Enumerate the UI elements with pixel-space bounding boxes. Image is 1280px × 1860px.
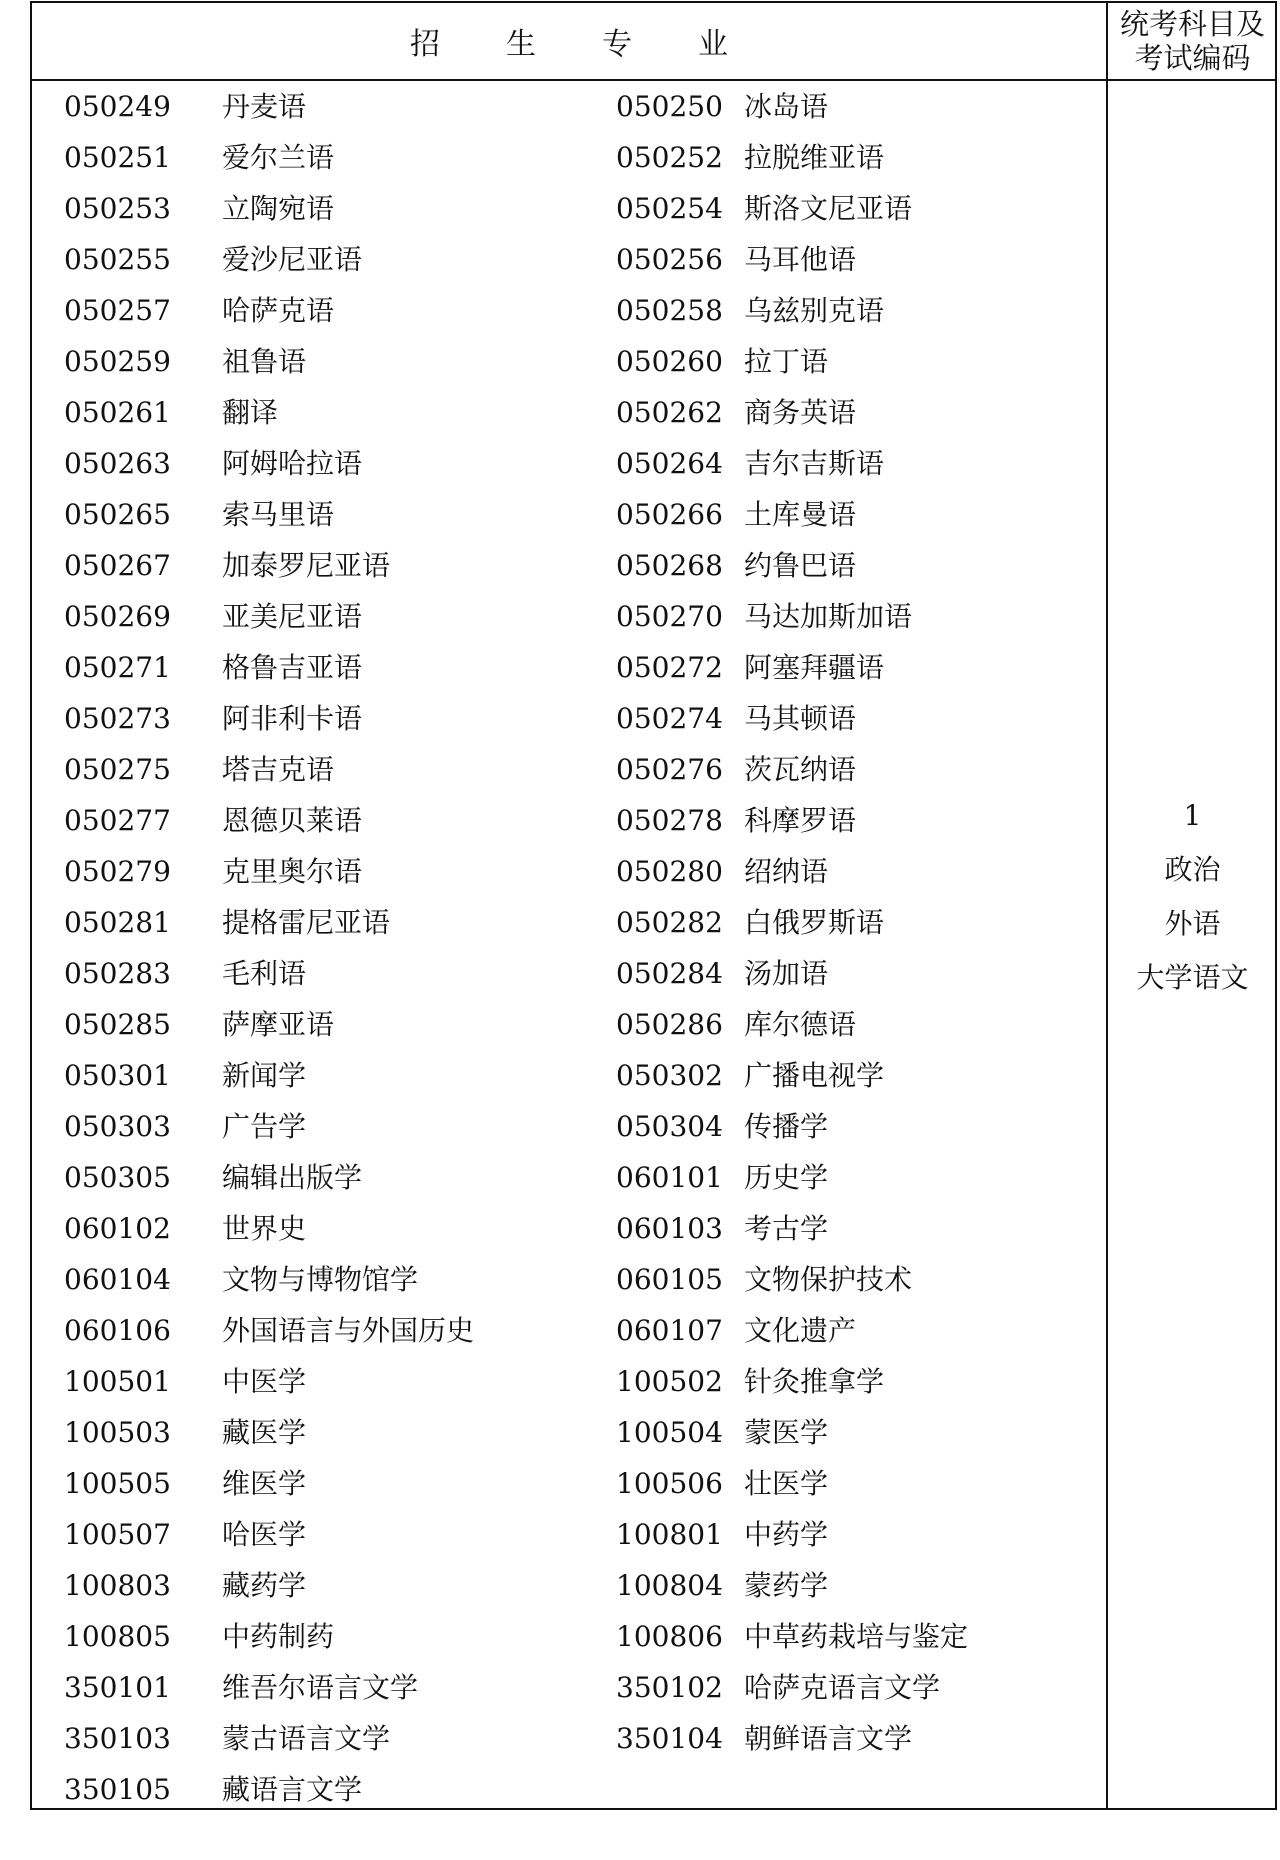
table-row [32, 1101, 1106, 1152]
major-name: 蒙药学 [744, 1569, 829, 1602]
table-row [32, 948, 1106, 999]
major-code: 050285 [64, 1008, 171, 1041]
exam-header-line-1: 统考科目及 [1119, 7, 1265, 41]
table-row [32, 591, 1106, 642]
table-row [32, 183, 1106, 234]
major-code: 050283 [64, 957, 171, 990]
major-name: 爱沙尼亚语 [222, 243, 363, 276]
major-name: 爱尔兰语 [222, 141, 335, 174]
major-code: 100801 [616, 1518, 723, 1551]
table-row [32, 1764, 1106, 1815]
major-code: 350103 [64, 1722, 171, 1755]
major-code: 050250 [616, 90, 723, 123]
major-name: 文物保护技术 [744, 1263, 913, 1296]
major-code: 050260 [616, 345, 723, 378]
table-row [32, 642, 1106, 693]
major-code: 060105 [616, 1263, 723, 1296]
major-code: 100506 [616, 1467, 723, 1500]
major-code: 050284 [616, 957, 723, 990]
major-code: 050276 [616, 753, 723, 786]
major-name: 阿姆哈拉语 [222, 447, 363, 480]
major-name: 维吾尔语言文学 [222, 1671, 419, 1704]
table-row [32, 132, 1106, 183]
table-row [32, 1152, 1106, 1203]
major-code: 050281 [64, 906, 171, 939]
table-row [32, 1560, 1106, 1611]
major-code: 050259 [64, 345, 171, 378]
major-code: 100504 [616, 1416, 723, 1449]
table-row [32, 1050, 1106, 1101]
major-code: 050273 [64, 702, 171, 735]
major-code: 100806 [616, 1620, 723, 1653]
major-name: 白俄罗斯语 [744, 906, 885, 939]
major-name: 科摩罗语 [744, 804, 857, 837]
major-name: 索马里语 [222, 498, 335, 531]
exam-column-header [1108, 7, 1277, 75]
major-code: 100503 [64, 1416, 171, 1449]
major-name: 恩德贝莱语 [222, 804, 363, 837]
major-name: 茨瓦纳语 [744, 753, 857, 786]
major-name: 广告学 [222, 1110, 307, 1143]
major-code: 050264 [616, 447, 723, 480]
major-name: 绍纳语 [744, 855, 829, 888]
table-row [32, 234, 1106, 285]
major-code: 100804 [616, 1569, 723, 1602]
major-code: 050271 [64, 651, 171, 684]
major-name: 广播电视学 [744, 1059, 885, 1092]
major-code: 100505 [64, 1467, 171, 1500]
major-code: 350104 [616, 1722, 723, 1755]
major-name: 亚美尼亚语 [222, 600, 363, 633]
majors-table [30, 1, 1277, 1810]
major-name: 中药学 [744, 1518, 829, 1551]
major-code: 050282 [616, 906, 723, 939]
major-code: 350105 [64, 1773, 171, 1806]
major-code: 050252 [616, 141, 723, 174]
major-name: 吉尔吉斯语 [744, 447, 885, 480]
major-name: 针灸推拿学 [744, 1365, 885, 1398]
major-name: 提格雷尼亚语 [222, 906, 391, 939]
major-name: 藏医学 [222, 1416, 307, 1449]
major-code: 050253 [64, 192, 171, 225]
major-code: 050280 [616, 855, 723, 888]
major-code: 060103 [616, 1212, 723, 1245]
table-row [32, 387, 1106, 438]
major-code: 050267 [64, 549, 171, 582]
major-name: 马达加斯加语 [744, 600, 913, 633]
major-name: 哈萨克语 [222, 294, 335, 327]
major-code: 060107 [616, 1314, 723, 1347]
exam-subject: 政治 [1164, 853, 1221, 886]
table-row [32, 693, 1106, 744]
major-name: 蒙医学 [744, 1416, 829, 1449]
table-row [32, 540, 1106, 591]
major-name: 世界史 [222, 1212, 307, 1245]
major-name: 维医学 [222, 1467, 307, 1500]
major-code: 050278 [616, 804, 723, 837]
table-row [32, 1203, 1106, 1254]
table-row [32, 1254, 1106, 1305]
major-code: 050268 [616, 549, 723, 582]
exam-subjects [1108, 789, 1277, 1005]
major-name: 编辑出版学 [222, 1161, 363, 1194]
exam-subject: 外语 [1164, 907, 1221, 940]
major-code: 100507 [64, 1518, 171, 1551]
major-code: 050254 [616, 192, 723, 225]
table-row [32, 285, 1106, 336]
major-name: 马耳他语 [744, 243, 857, 276]
table-row [32, 438, 1106, 489]
major-name: 藏语言文学 [222, 1773, 363, 1806]
major-name: 中药制药 [222, 1620, 335, 1653]
major-code: 350102 [616, 1671, 723, 1704]
major-code: 350101 [64, 1671, 171, 1704]
table-row [32, 1509, 1106, 1560]
major-name: 哈医学 [222, 1518, 307, 1551]
major-name: 毛利语 [222, 957, 307, 990]
major-code: 060106 [64, 1314, 171, 1347]
exam-code: 1 [1183, 799, 1202, 832]
major-code: 050257 [64, 294, 171, 327]
major-name: 约鲁巴语 [744, 549, 857, 582]
major-name: 乌兹别克语 [744, 294, 885, 327]
major-name: 马其顿语 [744, 702, 857, 735]
major-name: 丹麦语 [222, 90, 307, 123]
major-code: 050270 [616, 600, 723, 633]
table-row [32, 1305, 1106, 1356]
major-name: 传播学 [744, 1110, 829, 1143]
major-name: 新闻学 [222, 1059, 307, 1092]
major-code: 050275 [64, 753, 171, 786]
major-name: 冰岛语 [744, 90, 829, 123]
major-code: 100805 [64, 1620, 171, 1653]
major-name: 阿塞拜疆语 [744, 651, 885, 684]
table-row [32, 1611, 1106, 1662]
major-name: 哈萨克语言文学 [744, 1671, 941, 1704]
major-name: 格鲁吉亚语 [222, 651, 363, 684]
major-code: 050265 [64, 498, 171, 531]
major-name: 中医学 [222, 1365, 307, 1398]
major-code: 050302 [616, 1059, 723, 1092]
major-name: 文物与博物馆学 [222, 1263, 419, 1296]
table-row [32, 81, 1106, 132]
major-code: 050279 [64, 855, 171, 888]
major-code: 100502 [616, 1365, 723, 1398]
exam-header-line-2: 考试编码 [1134, 41, 1251, 75]
major-name: 斯洛文尼亚语 [744, 192, 913, 225]
major-name: 藏药学 [222, 1569, 307, 1602]
table-row [32, 1356, 1106, 1407]
major-code: 050249 [64, 90, 171, 123]
major-name: 外国语言与外国历史 [222, 1314, 475, 1347]
major-name: 土库曼语 [744, 498, 857, 531]
major-name: 加泰罗尼亚语 [222, 549, 391, 582]
major-name: 文化遗产 [744, 1314, 857, 1347]
major-code: 050256 [616, 243, 723, 276]
major-code: 050263 [64, 447, 171, 480]
major-name: 考古学 [744, 1212, 829, 1245]
major-code: 050262 [616, 396, 723, 429]
major-code: 050251 [64, 141, 171, 174]
major-code: 060104 [64, 1263, 171, 1296]
major-name: 中草药栽培与鉴定 [744, 1620, 969, 1653]
major-name: 祖鲁语 [222, 345, 307, 378]
major-name: 萨摩亚语 [222, 1008, 335, 1041]
major-name: 汤加语 [744, 957, 829, 990]
table-row [32, 489, 1106, 540]
table-row [32, 999, 1106, 1050]
major-name: 翻译 [222, 396, 279, 429]
major-code: 060101 [616, 1161, 723, 1194]
table-row [32, 897, 1106, 948]
major-code: 050277 [64, 804, 171, 837]
major-name: 阿非利卡语 [222, 702, 363, 735]
major-name: 蒙古语言文学 [222, 1722, 391, 1755]
major-name: 商务英语 [744, 396, 857, 429]
major-name: 壮医学 [744, 1467, 829, 1500]
major-name: 朝鲜语言文学 [744, 1722, 913, 1755]
major-code: 050266 [616, 498, 723, 531]
table-row [32, 795, 1106, 846]
major-code: 050303 [64, 1110, 171, 1143]
major-code: 050258 [616, 294, 723, 327]
table-row [32, 744, 1106, 795]
major-code: 050274 [616, 702, 723, 735]
major-name: 历史学 [744, 1161, 829, 1194]
table-row [32, 1407, 1106, 1458]
exam-subject: 大学语文 [1136, 961, 1249, 994]
major-code: 050272 [616, 651, 723, 684]
major-name: 库尔德语 [744, 1008, 857, 1041]
major-code: 050304 [616, 1110, 723, 1143]
major-code: 050301 [64, 1059, 171, 1092]
table-row [32, 1458, 1106, 1509]
major-code: 100501 [64, 1365, 171, 1398]
major-name: 克里奥尔语 [222, 855, 363, 888]
major-code: 050255 [64, 243, 171, 276]
major-code: 050286 [616, 1008, 723, 1041]
table-row [32, 1713, 1106, 1764]
major-name: 塔吉克语 [222, 753, 335, 786]
table-row [32, 1662, 1106, 1713]
major-list [32, 81, 1106, 1815]
major-name: 拉丁语 [744, 345, 829, 378]
major-column-header: 招生专业 [410, 27, 794, 62]
major-code: 050269 [64, 600, 171, 633]
major-code: 050261 [64, 396, 171, 429]
major-code: 100803 [64, 1569, 171, 1602]
major-code: 060102 [64, 1212, 171, 1245]
major-code: 050305 [64, 1161, 171, 1194]
major-name: 拉脱维亚语 [744, 141, 885, 174]
table-row [32, 846, 1106, 897]
table-row [32, 336, 1106, 387]
major-name: 立陶宛语 [222, 192, 335, 225]
